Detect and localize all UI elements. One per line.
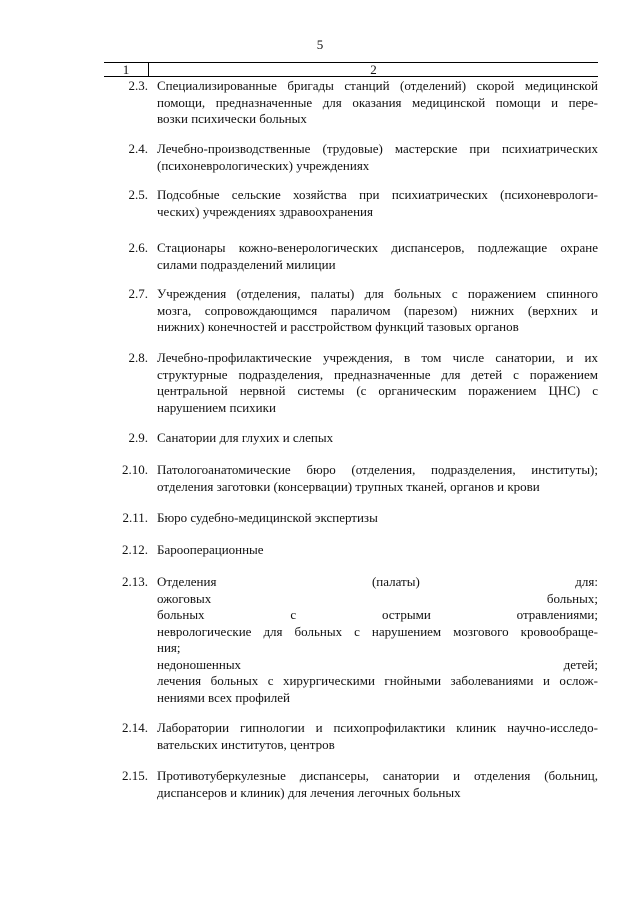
item-number: 2.13.	[122, 574, 148, 589]
item-text-line: возки психически больных	[157, 111, 307, 126]
item-text	[157, 78, 598, 128]
column-2-header: 2	[370, 62, 377, 77]
item-text-line: нарушением психики	[157, 399, 276, 415]
item-number: 2.7.	[128, 286, 148, 301]
item-text-line: Отделения (палаты) для:	[157, 574, 598, 589]
item-number: 2.4.	[128, 141, 148, 156]
item-text-line: Противотуберкулезные диспансеры, санатории и отделения (больниц,	[157, 768, 598, 783]
item-text-line: Патологоанатомические бюро (отделения, подразделения, институты);	[157, 462, 598, 477]
table-row	[104, 187, 598, 220]
item-text-line: Лечебно-производственные (трудовые) мастерские при психиатрических	[157, 141, 598, 156]
item-text-line: недоношенных детей;	[157, 656, 598, 672]
item-text-line: Барооперационные	[157, 542, 264, 557]
item-text-line: нижних) конечностей и расстройством функций тазовых органов	[157, 319, 519, 334]
item-text-line: центральной нервной системы (с органическим поражением ЦНС) с	[157, 383, 598, 398]
table-row	[104, 350, 598, 416]
item-number: 2.15.	[122, 768, 148, 783]
item-text-line: Санатории для глухих и слепых	[157, 430, 334, 445]
column-1-header: 1	[104, 63, 149, 76]
item-text-line: Специализированные бригады станций (отделений) скорой медицинской	[157, 78, 598, 93]
item-text	[157, 187, 598, 220]
item-number: 2.5.	[128, 187, 148, 202]
item-text-line: (психоневрологических) учреждениях	[157, 157, 370, 173]
item-text-line: мозга, сопровождающимся параличом (парезом) нижних (верхних и	[157, 302, 598, 318]
item-text-line: Бюро судебно-медицинской экспертизы	[157, 510, 378, 525]
item-number: 2.3.	[128, 78, 148, 93]
table-row	[104, 542, 598, 559]
table-row	[104, 430, 598, 447]
item-text-line: Подсобные сельские хозяйства при психиатрических (психоневрологи-	[157, 187, 598, 202]
item-text	[157, 574, 598, 706]
item-text-line: больных с острыми отравлениями;	[157, 607, 598, 622]
table-column-header	[104, 62, 598, 77]
item-text	[157, 240, 598, 273]
item-text-line: структурные подразделения, предназначенные для детей с поражением	[157, 366, 598, 382]
item-text	[157, 462, 598, 495]
item-text	[157, 542, 598, 559]
item-number: 2.11.	[122, 510, 148, 525]
item-text-line: неврологические для больных с нарушением мозгового кровообраще-	[157, 623, 598, 639]
item-text-line: ческих) учреждениях здравоохранения	[157, 203, 373, 219]
item-text-line: Лаборатории гипнологии и психопрофилактики клиник научно-исследо-	[157, 720, 598, 735]
item-text	[157, 510, 598, 527]
item-text	[157, 430, 598, 447]
table-row	[104, 462, 598, 495]
item-text-line: ния;	[157, 640, 181, 655]
item-text	[157, 286, 598, 336]
item-text-line: силами подразделений милиции	[157, 256, 336, 272]
item-text	[157, 141, 598, 174]
item-text-line: нениями всех профилей	[157, 689, 290, 705]
item-number: 2.9.	[128, 430, 148, 445]
item-text	[157, 768, 598, 801]
item-text-line: диспансеров и клиник) для лечения легочных больных	[157, 784, 461, 800]
item-number: 2.6.	[128, 240, 148, 255]
page-number: 5	[316, 37, 324, 52]
item-text-line: отделения заготовки (консервации) трупных тканей, органов и крови	[157, 478, 540, 494]
item-text-line: вательских институтов, центров	[157, 736, 335, 752]
item-text-line: Учреждения (отделения, палаты) для больных с поражением спинного	[157, 286, 598, 301]
table-row	[104, 78, 598, 128]
item-text-line: Лечебно-профилактические учреждения, в том числе санатории, и их	[157, 350, 598, 365]
item-text	[157, 350, 598, 416]
table-row	[104, 510, 598, 527]
item-number: 2.10.	[122, 462, 148, 477]
item-text-line: помощи, предназначенные для оказания медицинской помощи и пере-	[157, 94, 598, 110]
table-row	[104, 141, 598, 174]
table-row	[104, 240, 598, 273]
table-row	[104, 720, 598, 753]
item-number: 2.12.	[122, 542, 148, 557]
table-row	[104, 286, 598, 336]
item-text-line: ожоговых больных;	[157, 590, 598, 606]
table-row	[104, 768, 598, 801]
item-number: 2.14.	[122, 720, 148, 735]
item-number: 2.8.	[128, 350, 148, 365]
table-row	[104, 574, 598, 706]
item-text-line: Стационары кожно-венерологических диспансеров, подлежащие охране	[157, 240, 598, 255]
item-text-line: лечения больных с хирургическими гнойными заболеваниями и ослож-	[157, 673, 598, 688]
item-text	[157, 720, 598, 753]
